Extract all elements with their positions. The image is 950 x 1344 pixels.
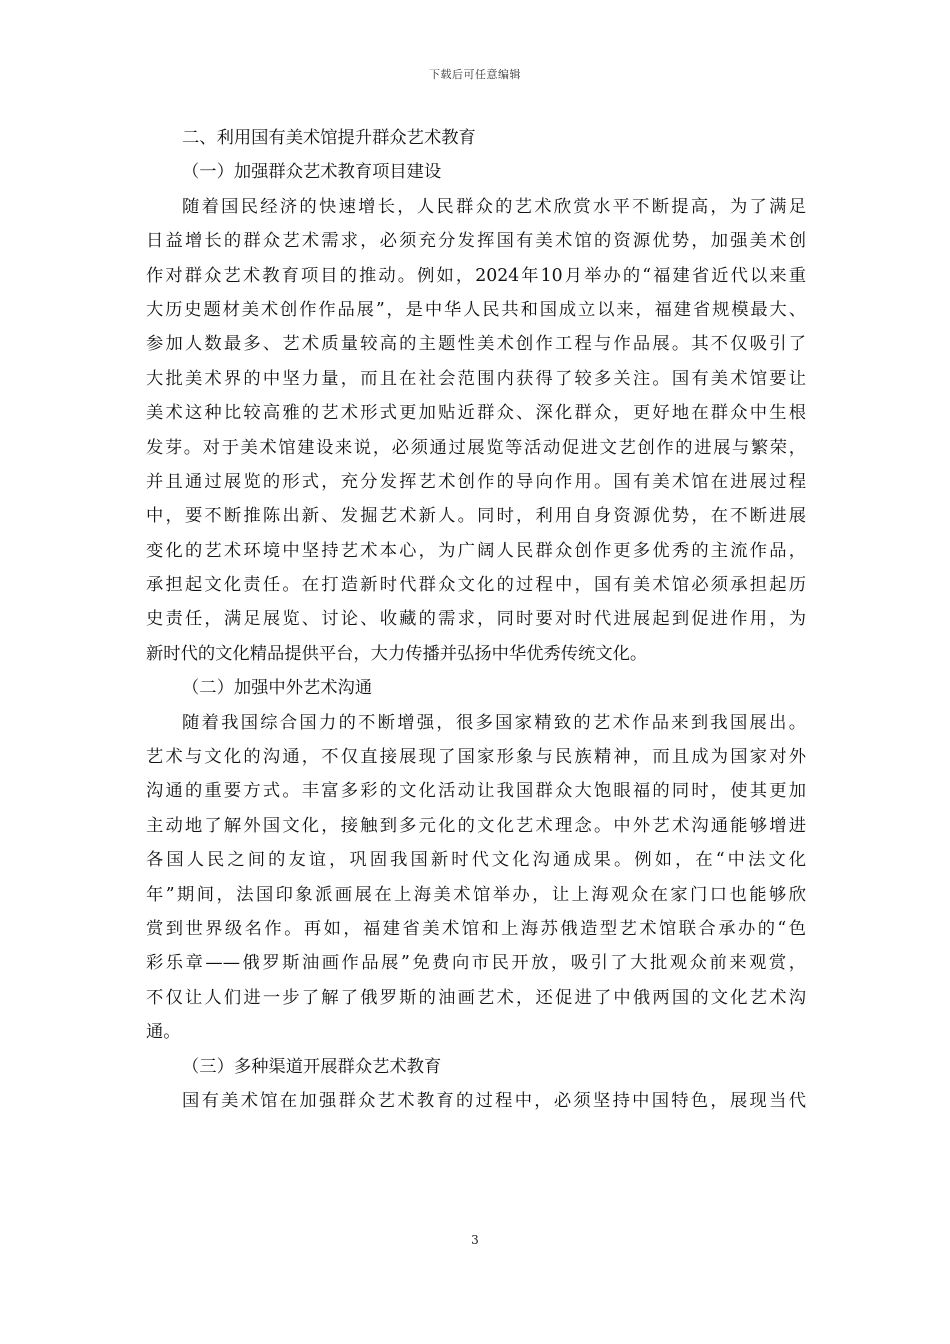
text-line: 日益增长的群众艺术需求，必须充分发挥国有美术馆的资源优势，加强美术创	[146, 231, 806, 252]
text-line: 二、利用国有美术馆提升群众艺术教育	[182, 128, 476, 148]
text-line: 承担起文化责任。在打造新时代群众文化的过程中，国有美术馆必须承担起历	[146, 575, 806, 596]
text-line: 美术这种比较高雅的艺术形式更加贴近群众、深化群众，更好地在群众中生根	[146, 403, 806, 424]
text-line: 作对群众艺术教育项目的推动。例如，2024年10月举办的“福建省近代以来重	[146, 265, 806, 286]
page-header: 下载后可任意编辑	[429, 68, 521, 81]
text-line: 不仅让人们进一步了解了俄罗斯的油画艺术，还促进了中俄两国的文化艺术沟	[146, 987, 806, 1008]
text-line: （三）多种渠道开展群众艺术教育	[182, 1056, 442, 1077]
text-line: 彩乐章——俄罗斯油画作品展”免费向市民开放，吸引了大批观众前来观赏，	[146, 953, 806, 974]
body-text	[146, 121, 806, 1118]
text-line: 大历史题材美术创作作品展”，是中华人民共和国成立以来，福建省规模最大、	[146, 299, 806, 320]
text-line: 随着我国综合国力的不断增强，很多国家精致的艺术作品来到我国展出。	[182, 712, 806, 733]
text-line: 史责任，满足展览、讨论、收藏的需求，同时要对时代进展起到促进作用，为	[146, 609, 806, 630]
text-line: 主动地了解外国文化，接触到多元化的文化艺术理念。中外艺术沟通能够增进	[146, 815, 806, 836]
text-line: 通。	[146, 1022, 181, 1043]
text-line: 大批美术界的中坚力量，而且在社会范围内获得了较多关注。国有美术馆要让	[146, 368, 806, 389]
text-line: 艺术与文化的沟通，不仅直接展现了国家形象与民族精神，而且成为国家对外	[146, 747, 806, 768]
text-line: 赏到世界级名作。再如，福建省美术馆和上海苏俄造型艺术馆联合承办的“色	[146, 918, 806, 939]
text-line: 新时代的文化精品提供平台，大力传播并弘扬中华优秀传统文化。	[146, 643, 648, 664]
text-line: 变化的艺术环境中坚持艺术本心，为广阔人民群众创作更多优秀的主流作品，	[146, 540, 806, 561]
text-line: 沟通的重要方式。丰富多彩的文化活动让我国群众大饱眼福的同时，使其更加	[146, 781, 806, 802]
text-line: 发芽。对于美术馆建设来说，必须通过展览等活动促进文艺创作的进展与繁荣，	[146, 437, 806, 458]
page-number: 3	[471, 1233, 479, 1247]
text-line: 各国人民之间的友谊，巩固我国新时代文化沟通成果。例如，在“中法文化	[146, 850, 806, 871]
text-line: （一）加强群众艺术教育项目建设	[182, 162, 442, 183]
text-line: 中，要不断推陈出新、发掘艺术新人。同时，利用自身资源优势，在不断进展	[146, 506, 806, 527]
text-line: 年”期间，法国印象派画展在上海美术馆举办，让上海观众在家门口也能够欣	[146, 884, 806, 905]
text-line: 随着国民经济的快速增长，人民群众的艺术欣赏水平不断提高，为了满足	[182, 196, 806, 217]
text-line: 国有美术馆在加强群众艺术教育的过程中，必须坚持中国特色，展现当代	[182, 1090, 806, 1111]
text-line: （二）加强中外艺术沟通	[182, 678, 373, 699]
text-line: 参加人数最多、艺术质量较高的主题性美术创作工程与作品展。其不仅吸引了	[146, 334, 806, 355]
text-line: 并且通过展览的形式，充分发挥艺术创作的导向作用。国有美术馆在进展过程	[146, 471, 806, 492]
